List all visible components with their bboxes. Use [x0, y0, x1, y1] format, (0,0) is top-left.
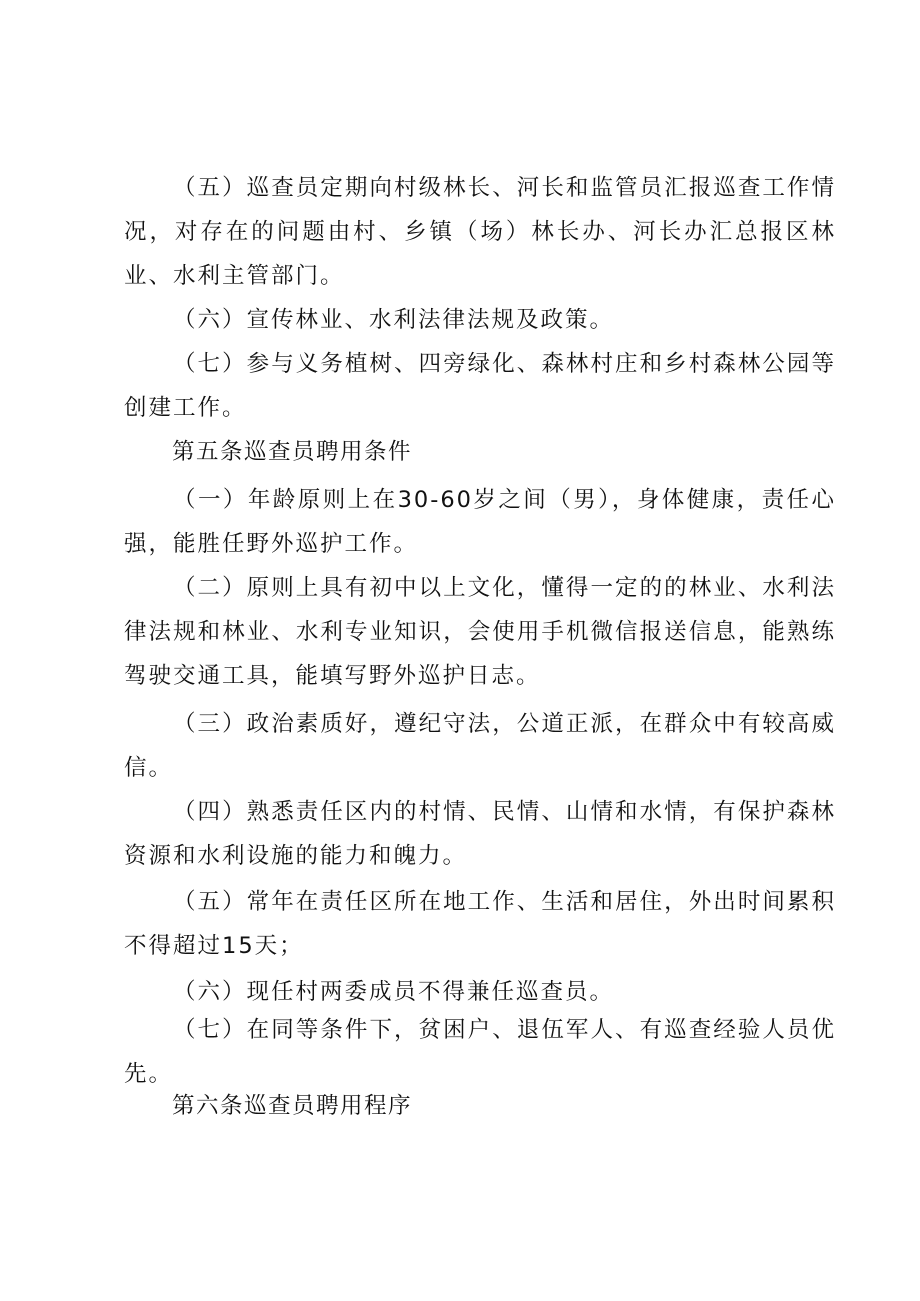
paragraph-condition-7: （七）在同等条件下，贫困户、退伍军人、有巡查经验人员优先。	[124, 1017, 836, 1087]
paragraph-condition-2: （二）原则上具有初中以上文化，懂得一定的的林业、水利法律法规和林业、水利专业知识，会使用手机微信报送信息，能熟练驾驶交通工具，能填写野外巡护日志。	[124, 575, 836, 689]
paragraph-duty-5: （五）巡查员定期向村级林长、河长和监管员汇报巡查工作情况，对存在的问题由村、乡镇（场）林长办、河长办汇总报区林业、水利主管部门。	[124, 175, 836, 289]
paragraph-condition-1: （一）年龄原则上在30-60岁之间（男），身体健康，责任心强，能胜任野外巡护工作。	[124, 487, 836, 557]
paragraph-condition-6: （六）现任村两委成员不得兼任巡查员。	[173, 979, 615, 1005]
paragraph-condition-5: （五）常年在责任区所在地工作、生活和居住，外出时间累积不得超过15天；	[124, 889, 836, 959]
article-6-heading: 第六条巡查员聘用程序	[172, 1093, 413, 1119]
article-5-heading: 第五条巡查员聘用条件	[172, 439, 413, 465]
paragraph-condition-3: （三）政治素质好，遵纪守法，公道正派，在群众中有较高威信。	[124, 711, 836, 781]
paragraph-condition-4: （四）熟悉责任区内的村情、民情、山情和水情，有保护森林资源和水利设施的能力和魄力。	[124, 799, 836, 869]
paragraph-duty-7: （七）参与义务植树、四旁绿化、森林村庄和乡村森林公园等创建工作。	[124, 351, 836, 421]
paragraph-duty-6: （六）宣传林业、水利法律法规及政策。	[173, 307, 615, 333]
